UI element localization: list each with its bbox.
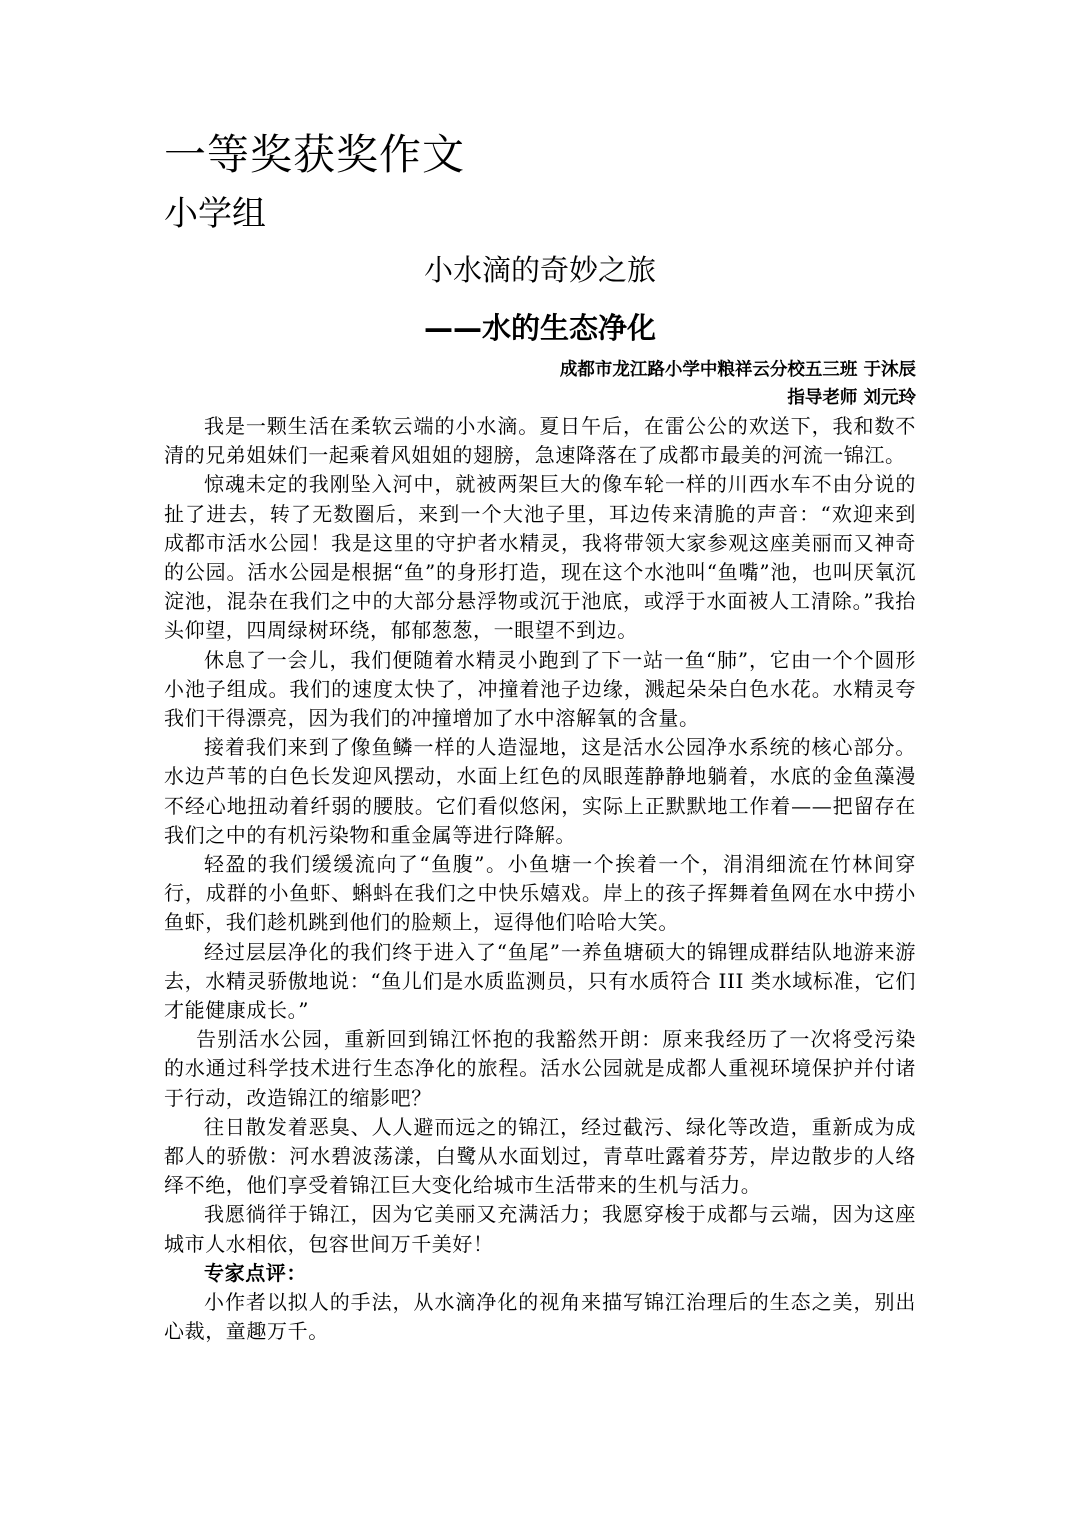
essay-paragraph: 往日散发着恶臭、人人避而远之的锦江，经过截污、绿化等改造，重新成为成都人的骄傲：河水碧波荡漾，白鹭从水面划过，青草吐露着芬芳，岸边散步的人络绎不绝，他们享受着锦江巨大变化给城市生活带来的生机与活力。	[164, 1114, 916, 1198]
award-heading: 一等奖获奖作文	[164, 130, 466, 179]
essay-paragraph: 我愿徜徉于锦江，因为它美丽又充满活力；我愿穿梭于成都与云端，因为这座城市人水相依，包容世间万千美好！	[164, 1202, 916, 1256]
group-heading: 小学组	[164, 194, 266, 234]
essay-paragraph: 经过层层净化的我们终于进入了“鱼尾”一养鱼塘硕大的锦锂成群结队地游来游去，水精灵骄傲地说：“鱼儿们是水质监测员，只有水质符合 III 类水域标准，它们才能健康成长。”	[164, 939, 916, 1023]
essay-paragraph: 告别活水公园，重新回到锦江怀抱的我豁然开朗：原来我经历了一次将受污染的水通过科学技术进行生态净化的旅程。活水公园就是成都人重视环境保护并付诸于行动，改造锦江的缩影吧？	[164, 1027, 916, 1110]
author-line: 成都市龙江路小学中粮祥云分校五三班 于沐辰	[559, 360, 916, 380]
teacher-line: 指导老师 刘元玲	[787, 388, 916, 408]
expert-comment-heading: 专家点评：	[204, 1260, 307, 1285]
expert-comment-text: 小作者以拟人的手法，从水滴净化的视角来描写锦江治理后的生态之美，别出心裁，童趣万千。	[164, 1290, 916, 1344]
essay-paragraph: 休息了一会儿，我们便随着水精灵小跑到了下一站一鱼“肺”，它由一个个圆形小池子组成。我们的速度太快了，冲撞着池子边缘，溅起朵朵白色水花。水精灵夸我们干得漂亮，因为我们的冲撞增加了水中溶解氧的含量。	[164, 647, 916, 731]
essay-paragraph: 我是一颗生活在柔软云端的小水滴。夏日午后，在雷公公的欢送下，我和数不清的兄弟姐妹们一起乘着风姐姐的翅膀，急速降落在了成都市最美的河流一锦江。	[164, 414, 916, 468]
essay-subtitle: ——水的生态净化	[423, 311, 656, 345]
essay-body	[164, 412, 916, 1347]
essay-paragraph: 接着我们来到了像鱼鳞一样的人造湿地，这是活水公园净水系统的核心部分。水边芦苇的白色长发迎风摆动，水面上红色的凤眼莲静静地躺着，水底的金鱼藻漫不经心地扭动着纤弱的腰肢。它们看似悠闲，实际上正默默地工作着——把留存在我们之中的有机污染物和重金属等进行降解。	[164, 735, 916, 847]
essay-paragraph: 惊魂未定的我刚坠入河中，就被两架巨大的像车轮一样的川西水车不由分说的扯了进去，转了无数圈后，来到一个大池子里，耳边传来清脆的声音：“欢迎来到成都市活水公园！我是这里的守护者水精灵，我将带领大家参观这座美丽而又神奇的公园。活水公园是根据“鱼”的身形打造，现在这个水池叫“鱼嘴”池，也叫厌氧沉淀池，混杂在我们之中的大部分悬浮物或沉于池底，或浮于水面被人工清除。”我抬头仰望，四周绿树环绕，郁郁葱葱，一眼望不到边。	[164, 472, 916, 643]
essay-title: 小水滴的奇妙之旅	[423, 253, 656, 287]
essay-paragraph: 轻盈的我们缓缓流向了“鱼腹”。小鱼塘一个挨着一个，涓涓细流在竹林间穿行，成群的小鱼虾、蝌蚪在我们之中快乐嬉戏。岸上的孩子挥舞着鱼网在水中捞小鱼虾，我们趁机跳到他们的脸颊上，逗得他们哈哈大笑。	[164, 852, 916, 935]
